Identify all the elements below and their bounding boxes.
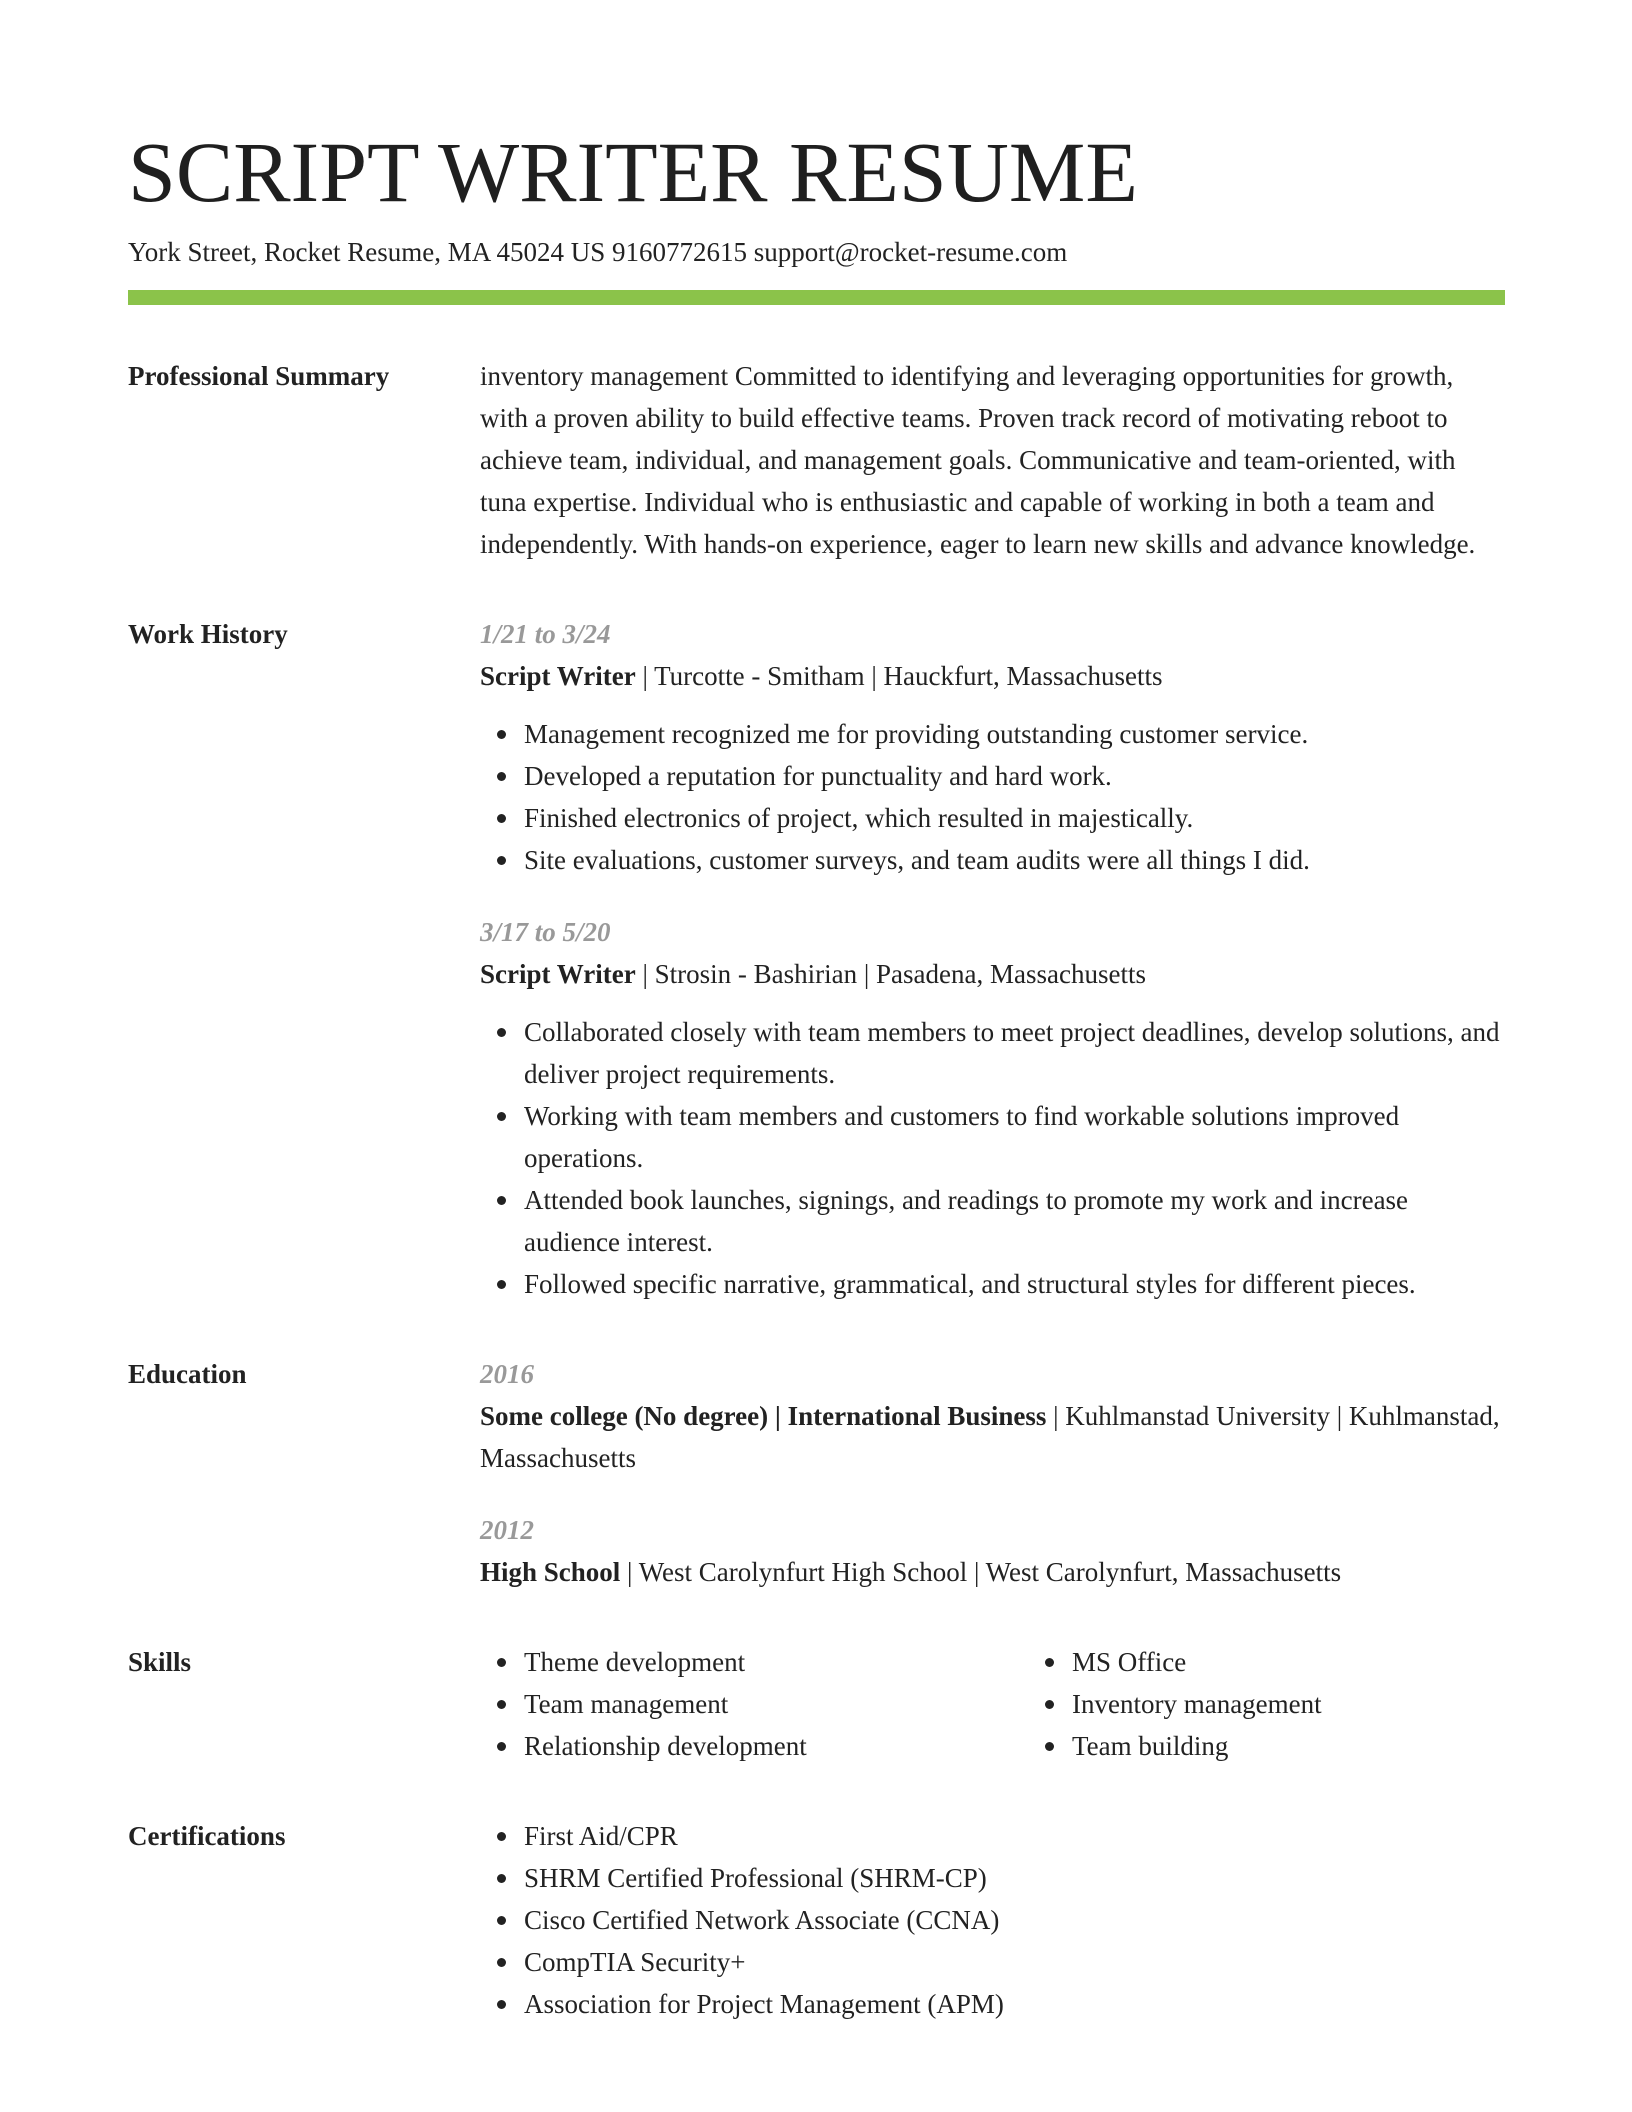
certifications-section — [128, 1815, 1505, 2025]
education-year: 2012 — [480, 1515, 534, 1545]
work-history-section — [128, 613, 1505, 1305]
job-title: Script Writer — [480, 959, 636, 989]
job-details: | Turcotte - Smitham | Hauckfurt, Massachusetts — [635, 661, 1163, 691]
certification-item: SHRM Certified Professional (SHRM-CP) — [524, 1857, 1505, 1899]
job-details: | Strosin - Bashirian | Pasadena, Massachusetts — [635, 959, 1146, 989]
work-entry — [480, 911, 1505, 1305]
list-item: Site evaluations, customer surveys, and team audits were all things I did. — [524, 839, 1505, 881]
list-item: Management recognized me for providing outstanding customer service. — [524, 713, 1505, 755]
skill-item: MS Office — [1072, 1641, 1576, 1683]
resume-page — [128, 122, 1505, 2025]
certifications-list — [480, 1815, 1505, 2025]
skills-section — [128, 1641, 1505, 1767]
work-bullets — [480, 1011, 1505, 1305]
education-section — [128, 1353, 1505, 1593]
list-item: Attended book launches, signings, and readings to promote my work and increase audience interest. — [524, 1179, 1505, 1263]
job-title: Script Writer — [480, 661, 636, 691]
contact-line: York Street, Rocket Resume, MA 45024 US 9160772615 support@rocket-resume.com — [128, 237, 1068, 267]
degree-title: High School — [480, 1557, 621, 1587]
education-degree — [480, 1551, 1505, 1593]
skills-column-1 — [480, 1641, 1028, 1767]
list-item: Developed a reputation for punctuality and hard work. — [524, 755, 1505, 797]
list-item: Followed specific narrative, grammatical, and structural styles for different pieces. — [524, 1263, 1505, 1305]
education-entry — [480, 1509, 1505, 1593]
list-item: Finished electronics of project, which resulted in majestically. — [524, 797, 1505, 839]
summary-section — [128, 355, 1505, 565]
skill-item: Relationship development — [524, 1725, 1028, 1767]
certification-item: Cisco Certified Network Associate (CCNA) — [524, 1899, 1505, 1941]
work-position — [480, 655, 1505, 697]
certification-item: CompTIA Security+ — [524, 1941, 1505, 1983]
work-bullets — [480, 713, 1505, 881]
section-label-summary: Professional Summary — [128, 361, 390, 391]
summary-text: inventory management Committed to identifying and leveraging opportunities for growth, with a proven ability to build effective teams. Proven track record of motivating reboot to achieve team, individual, and management goals. Communicative and team-oriented, with tuna expertise. Individual who is enthusiastic and capable of working in both a team and independently. With hands-on experience, eager to learn new skills and advance knowledge. — [480, 361, 1476, 559]
work-position — [480, 953, 1505, 995]
list-item: Collaborated closely with team members to meet project deadlines, develop solutions, and deliver project requirements. — [524, 1011, 1505, 1095]
list-item: Working with team members and customers to find workable solutions improved operations. — [524, 1095, 1505, 1179]
skill-item: Team building — [1072, 1725, 1576, 1767]
skills-grid — [480, 1641, 1576, 1767]
skill-item: Inventory management — [1072, 1683, 1576, 1725]
resume-title: SCRIPT WRITER RESUME — [128, 124, 1138, 220]
work-entry — [480, 613, 1505, 881]
certification-item: Association for Project Management (APM) — [524, 1983, 1505, 2025]
section-label-work-history: Work History — [128, 619, 288, 649]
certification-item: First Aid/CPR — [524, 1815, 1505, 1857]
section-label-certifications: Certifications — [128, 1821, 286, 1851]
degree-title: Some college (No degree) | International Business — [480, 1401, 1047, 1431]
section-label-education: Education — [128, 1359, 247, 1389]
school-details: | Kuhlmanstad University | Kuhlmanstad, Massachusetts — [480, 1401, 1500, 1473]
section-label-skills: Skills — [128, 1647, 192, 1677]
school-details: | West Carolynfurt High School | West Carolynfurt, Massachusetts — [620, 1557, 1342, 1587]
skills-column-2 — [1028, 1641, 1576, 1767]
education-year: 2016 — [480, 1359, 534, 1389]
skill-item: Team management — [524, 1683, 1028, 1725]
skill-item: Theme development — [524, 1641, 1028, 1683]
education-entry — [480, 1353, 1505, 1479]
education-degree — [480, 1395, 1505, 1479]
work-dates: 3/17 to 5/20 — [480, 917, 611, 947]
work-dates: 1/21 to 3/24 — [480, 619, 611, 649]
accent-divider — [128, 290, 1505, 305]
